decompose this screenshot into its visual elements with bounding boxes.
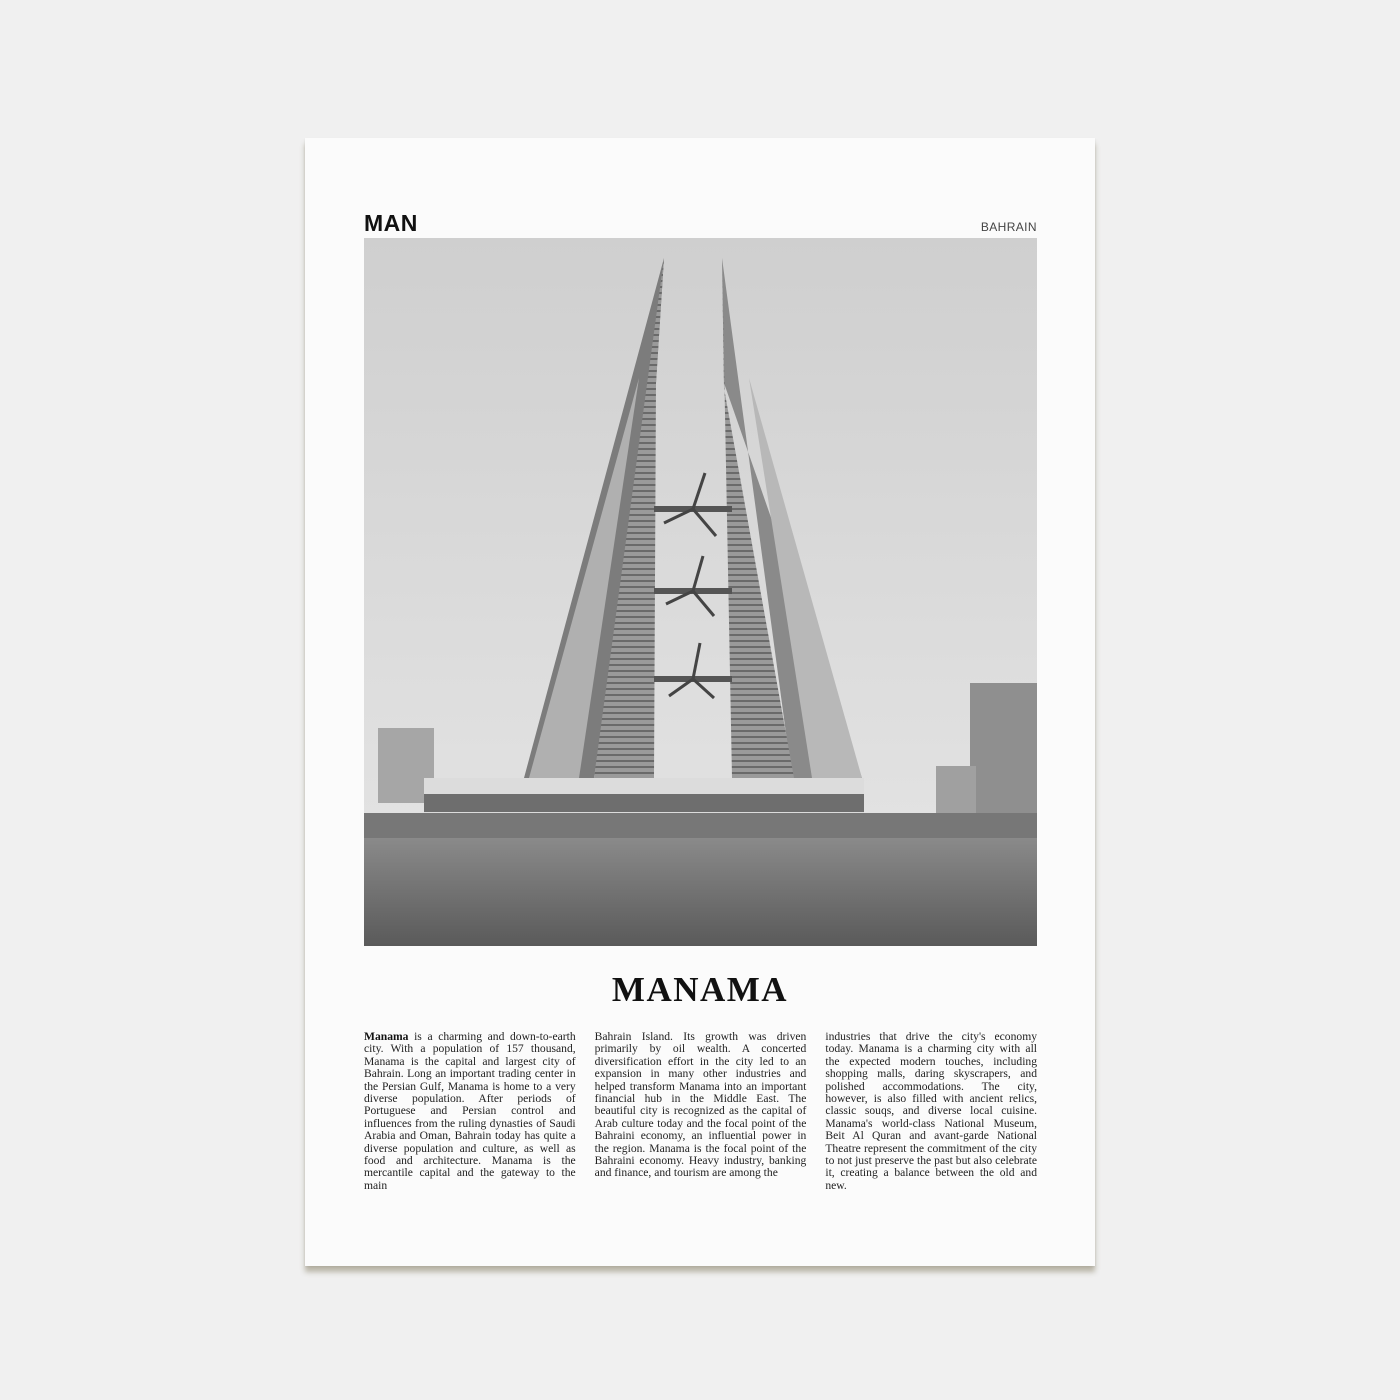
poster bbox=[305, 138, 1095, 1266]
description bbox=[364, 1031, 1037, 1192]
description-column-2: Bahrain Island. Its growth was driven primarily by oil wealth. A concerted diversification effort in the city led to an expansion in many other industries and helped transform Manama into an important financial hub in the Middle East. The beautiful city is recognized as the capital of Arab culture today and the focal point of the Bahraini economy, an influential power in the region. Manama is the focal point of the Bahraini economy. Heavy industry, banking and finance, and tourism are among the bbox=[594, 1030, 807, 1180]
description-column-3: industries that drive the city's economy today. Manama is a charming city with all the expected modern touches, including shopping malls, daring skyscrapers, and polished accommodations. The city, however, is also filled with ancient relics, classic souqs, and diverse local cuisine. Manama's world-class National Museum, Beit Al Quran and avant-garde National Theatre represent the commitment of the city to not just preserve the past but also celebrate it, creating a balance between the old and new. bbox=[825, 1030, 1038, 1192]
lead-word: Manama bbox=[364, 1030, 409, 1043]
city-title: MANAMA bbox=[611, 970, 789, 1009]
country-label: BAHRAIN bbox=[980, 220, 1037, 234]
city-code: MAN bbox=[364, 210, 418, 236]
bahrain-world-trade-center-image bbox=[364, 238, 1037, 946]
city-photo bbox=[364, 238, 1037, 946]
description-column-1 bbox=[364, 1031, 576, 1192]
column-1-text: is a charming and down-to-earth city. With a population of 157 thousand, Manama is the capital and largest city of Bahrain. Long an important trading center in the Persian Gulf, Manama is home to a very diverse population. After periods of Portuguese and Persian control and influences from the ruling dynasties of Saudi Arabia and Oman, Bahrain today has quite a diverse population and culture, as well as food and architecture. Manama is the mercantile capital and the gateway to the main bbox=[364, 1030, 576, 1192]
